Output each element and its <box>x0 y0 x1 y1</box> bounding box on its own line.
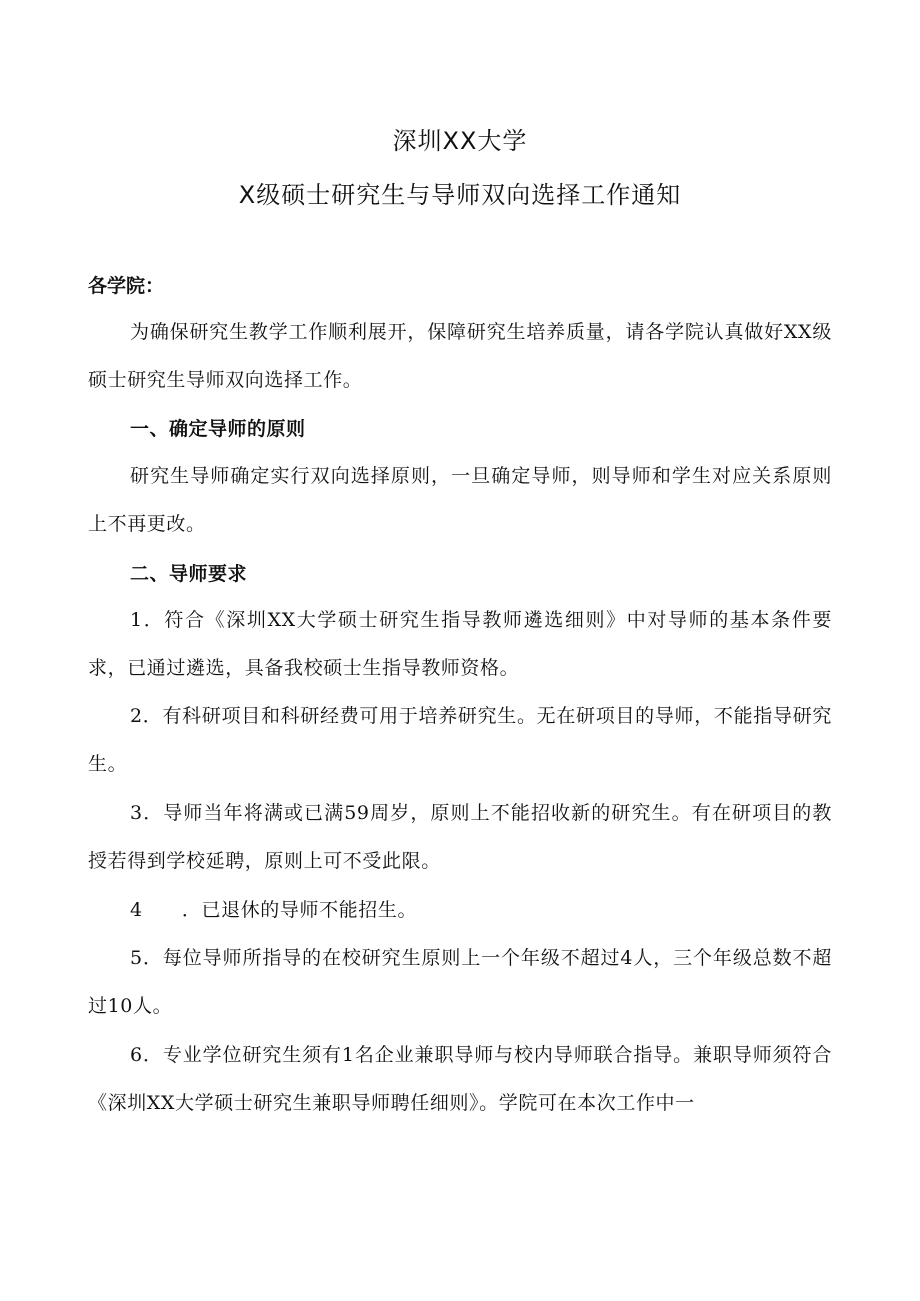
principles-paragraph: 研究生导师确定实行双向选择原则，一旦确定导师，则导师和学生对应关系原则上不再更改。 <box>88 465 832 535</box>
intro-paragraph: 为确保研究生教学工作顺利展开，保障研究生培养质量，请各学院认真做好XX级硕士研究生导师双向选择工作。 <box>88 321 832 391</box>
requirement-item-5: 5．每位导师所指导的在校研究生原则上一个年级不超过4人，三个年级总数不超过10人。 <box>88 947 832 1017</box>
requirement-item-2: 2．有科研项目和科研经费可用于培养研究生。无在研项目的导师，不能指导研究生。 <box>88 705 832 775</box>
section-heading-requirements: 二、导师要求 <box>130 563 248 585</box>
requirement-item-1: 1．符合《深圳XX大学硕士研究生指导教师遴选细则》中对导师的基本条件要求，已通过遴选，具备我校硕士生指导教师资格。 <box>88 609 832 679</box>
document-title-university: 深圳XX大学 <box>392 127 528 155</box>
requirement-item-6: 6．专业学位研究生须有1名企业兼职导师与校内导师联合指导。兼职导师须符合《深圳XX大学硕士研究生兼职导师聘任细则》。学院可在本次工作中一 <box>88 1044 832 1114</box>
salutation: 各学院： <box>88 275 165 297</box>
section-heading-principles: 一、确定导师的原则 <box>130 418 306 440</box>
requirement-item-3: 3．导师当年将满或已满59周岁，原则上不能招收新的研究生。有在研项目的教授若得到学校延聘，原则上可不受此限。 <box>88 802 832 872</box>
document-title-notice: X级硕士研究生与导师双向选择工作通知 <box>238 181 682 209</box>
requirement-item-4: 4 ．已退休的导师不能招生。 <box>130 899 418 921</box>
